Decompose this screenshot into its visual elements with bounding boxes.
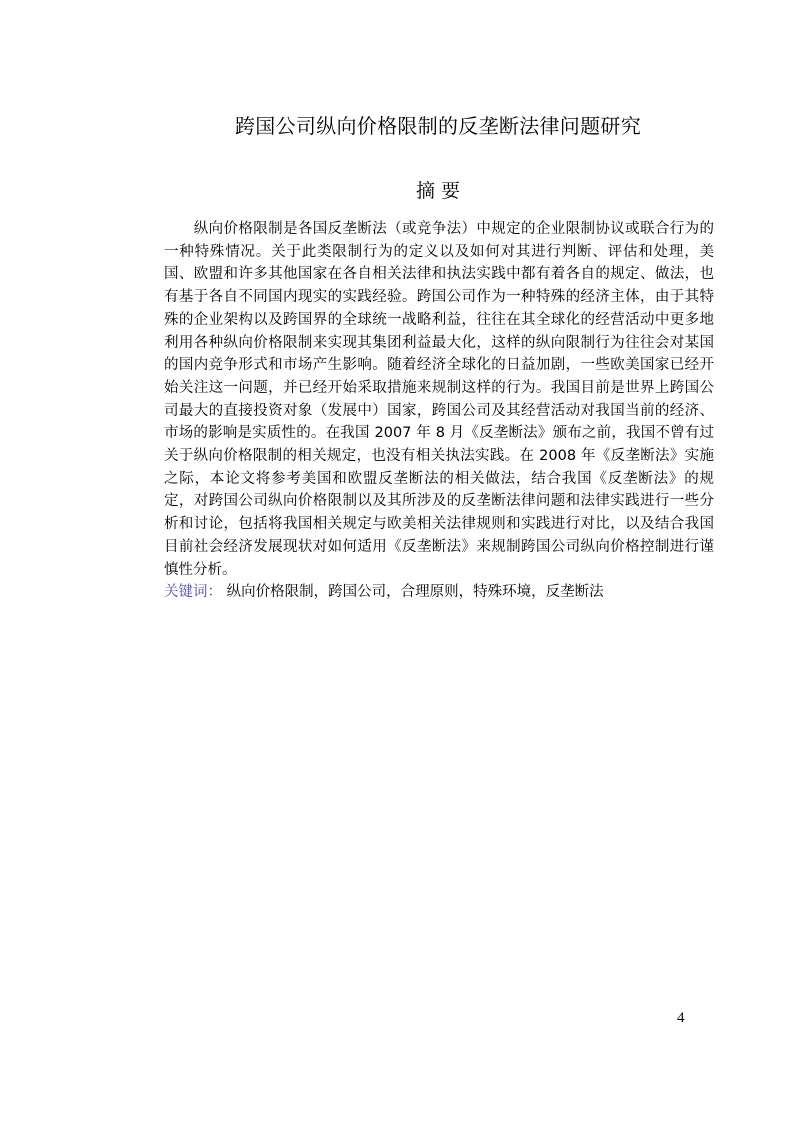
keywords-text: 纵向价格限制，跨国公司，合理原则，特殊环境，反垄断法 [226, 584, 604, 600]
keywords-line [164, 581, 724, 603]
abstract-body: 纵向价格限制是各国反垄断法（或竞争法）中规定的企业限制协议或联合行为的一种特殊情况。关于此类限制行为的定义以及如何对其进行判断、评估和处理，美国、欧盟和许多其他国家在各自相关法律和执法实践中都有着各自的规定、做法，也有基于各自不同国内现实的实践经验。跨国公司作为一种特殊的经济主体，由于其特殊的企业架构以及跨国界的全球统一战略利益，往往在其全球化的经营活动中更多地利用各种纵向价格限制来实现其集团利益最大化，这样的纵向限制行为往往会对某国的国内竞争形式和市场产生影响。随着经济全球化的日益加剧，一些欧美国家已经开始关注这一问题，并已经开始采取措施来规制这样的行为。我国目前是世界上跨国公司最大的直接投资对象（发展中）国家，跨国公司及其经营活动对我国当前的经济、市场的影响是实质性的。在我国 2007 年 8 月《反垄断法》颁布之前，我国不曾有过关于纵向价格限制的相关规定，也没有相关执法实践。在 2008 年《反垄断法》实施之际，本论文将参考美国和欧盟反垄断法的相关做法，结合我国《反垄断法》的规定，对跨国公司纵向价格限制以及其所涉及的反垄断法律问题和法律实践进行一些分析和讨论，包括将我国相关规定与欧美相关法律规则和实践进行对比，以及结合我国目前社会经济发展现状对如何适用《反垄断法》来规制跨国公司纵向价格控制进行谨慎性分析。 [164, 221, 714, 578]
page-number: 4 [677, 1010, 685, 1026]
document-title: 跨国公司纵向价格限制的反垄断法律问题研究 [235, 114, 641, 138]
keywords-label: 关键词： [164, 584, 222, 600]
abstract-heading: 摘 要 [415, 180, 461, 202]
